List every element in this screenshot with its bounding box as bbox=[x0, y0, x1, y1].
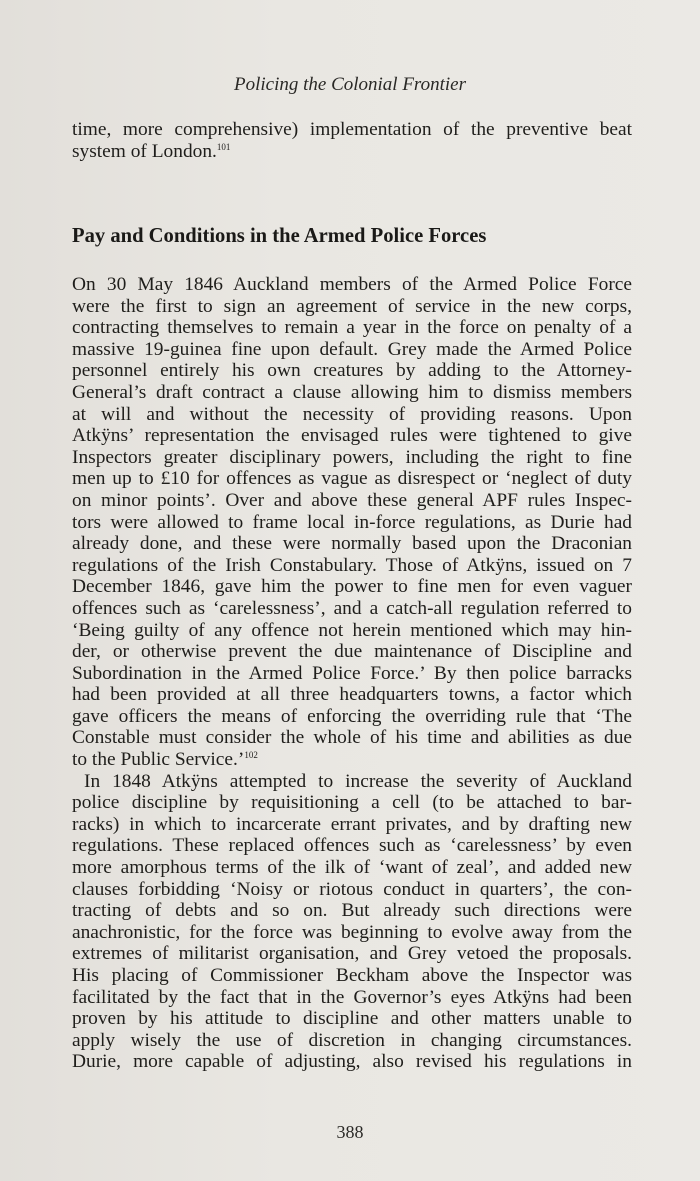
text-line: Inspectors greater disciplinary powers, including the right to fine bbox=[72, 446, 632, 468]
text-line: more amorphous terms of the ilk of ‘want of zeal’, and added new bbox=[72, 857, 632, 879]
text-line: General’s draft contract a clause allowing him to dismiss members bbox=[72, 381, 632, 403]
text-line: gave officers the means of enforcing the overriding rule that ‘The bbox=[72, 705, 632, 727]
text-line: apply wisely the use of discretion in changing circumstances. bbox=[72, 1029, 632, 1051]
text-line-with-note bbox=[72, 141, 632, 163]
text-line: men up to £10 for offences as vague as disrespect or ‘neglect of duty bbox=[72, 468, 632, 490]
text-line: regulations. These replaced offences such as ‘carelessness’ by even bbox=[72, 835, 632, 857]
text-line: on minor points’. Over and above these general APF rules Inspec- bbox=[72, 489, 632, 511]
text-line: His placing of Commissioner Beckham above the Inspector was bbox=[72, 965, 632, 986]
running-head: Policing the Colonial Frontier bbox=[233, 74, 467, 95]
text-line: personnel entirely his own creatures by adding to the Attorney- bbox=[72, 360, 632, 382]
page-number: 388 bbox=[336, 1122, 364, 1142]
text-line: facilitated by the fact that in the Governor’s eyes Atkÿns had been bbox=[72, 986, 632, 1008]
text-line: time, more comprehensive) implementation of the preventive beat bbox=[72, 119, 632, 140]
footnote-ref: 102 bbox=[244, 750, 258, 761]
text-line: tracting of debts and so on. But already such directions were bbox=[72, 900, 632, 922]
text-line: massive 19-guinea fine upon default. Grey made the Armed Police bbox=[72, 338, 632, 360]
text-line: Subordination in the Armed Police Force.’ By then police barracks bbox=[72, 662, 632, 684]
text-line: had been provided at all three headquarters towns, a factor which bbox=[72, 684, 632, 706]
text-line-with-note bbox=[72, 749, 632, 771]
text-line: ‘Being guilty of any offence not herein mentioned which may hin- bbox=[72, 619, 632, 641]
text-line: system of London. bbox=[72, 140, 217, 162]
text-line: Durie, more capable of adjusting, also revised his regulations in bbox=[72, 1051, 632, 1073]
text-line: to the Public Service.’ bbox=[72, 749, 245, 771]
text-line: On 30 May 1846 Auckland members of the Armed Police Force bbox=[72, 274, 632, 295]
text-line: extremes of militarist organisation, and Grey vetoed the proposals. bbox=[72, 943, 632, 965]
text-line: proven by his attitude to discipline and other matters unable to bbox=[72, 1008, 632, 1030]
section-heading: Pay and Conditions in the Armed Police Forces bbox=[72, 225, 487, 247]
text-line: at will and without the necessity of providing reasons. Upon bbox=[72, 403, 632, 425]
text-line: Constable must consider the whole of his time and abilities as due bbox=[72, 727, 632, 749]
intro-paragraph bbox=[72, 119, 632, 162]
text-line: der, or otherwise prevent the due maintenance of Discipline and bbox=[72, 641, 632, 663]
text-line: anachronistic, for the force was beginning to evolve away from the bbox=[72, 921, 632, 943]
text-line: tors were allowed to frame local in-force regulations, as Durie had bbox=[72, 511, 632, 533]
footnote-ref: 101 bbox=[216, 141, 231, 152]
text-line: contracting themselves to remain a year in the force on penalty of a bbox=[72, 317, 632, 339]
text-line: Atkÿns’ representation the envisaged rules were tightened to give bbox=[72, 425, 632, 447]
text-line: In 1848 Atkÿns attempted to increase the severity of Auckland bbox=[84, 770, 632, 792]
text-line: regulations of the Irish Constabulary. Those of Atkÿns, issued on 7 bbox=[72, 554, 632, 576]
text-line: clauses forbidding ‘Noisy or riotous conduct in quarters’, the con- bbox=[72, 878, 632, 900]
text-line: offences such as ‘carelessness’, and a catch-all regulation referred to bbox=[72, 597, 632, 619]
paragraph-2 bbox=[72, 771, 632, 1073]
paragraph-1 bbox=[72, 274, 632, 771]
text-line: racks) in which to incarcerate errant privates, and by drafting new bbox=[72, 813, 632, 835]
text-line: police discipline by requisitioning a cell (to be attached to bar- bbox=[72, 792, 632, 814]
text-line: already done, and these were normally based upon the Draconian bbox=[72, 533, 632, 555]
text-line: December 1846, gave him the power to fine men for even vaguer bbox=[72, 576, 632, 598]
section-body bbox=[72, 274, 632, 1073]
text-line: were the first to sign an agreement of service in the new corps, bbox=[72, 295, 632, 317]
